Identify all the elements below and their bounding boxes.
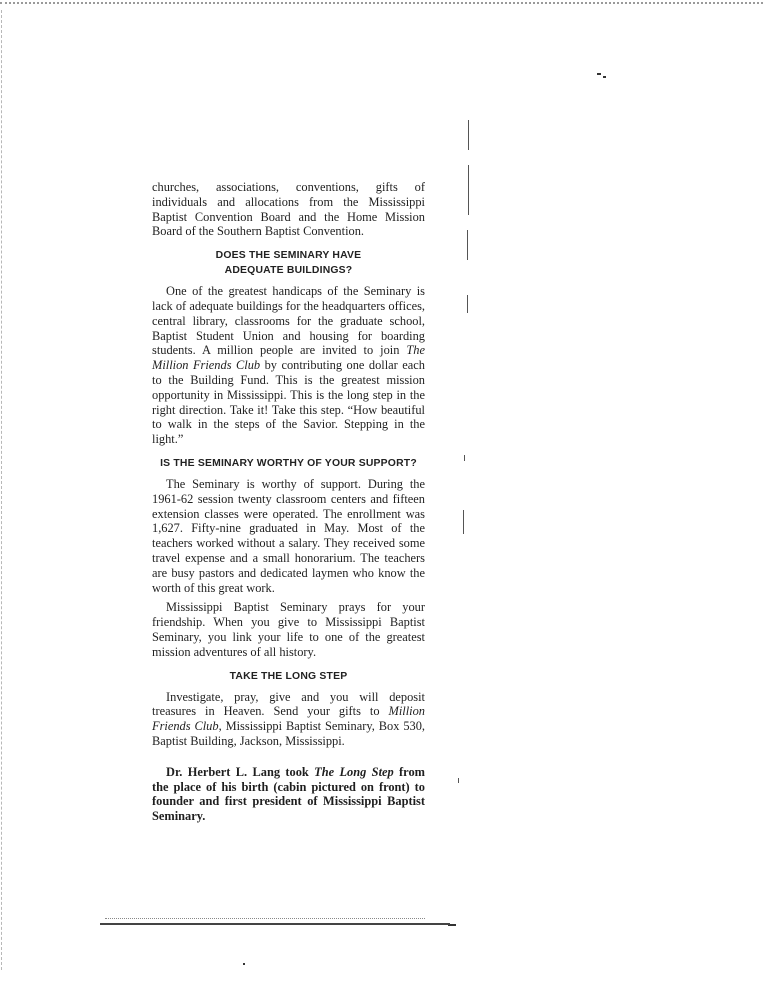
club-name-italic: Million Friends Club (152, 704, 425, 734)
support-paragraph: The Seminary is worthy of support. During the 1961-62 session twenty classroom centers and fifteen extension classes were operated. The enrollment was 1,627. Fifty-nine graduated in May. Most of the teachers worked without a salary. They received some travel expense and a small honorarium. The teachers are busy pastors and dedicated laymen who know the worth of this great work. (152, 476, 425, 595)
bottom-rule-thin (105, 918, 425, 919)
club-name-italic: The Million Friends Club (152, 343, 425, 373)
text-run: from the place of his birth (cabin pictured on front) to founder and first president of Mississippi Baptist Seminary. (152, 764, 425, 824)
bottom-rule (100, 923, 450, 925)
scan-mark (467, 295, 468, 313)
heading-line: DOES THE SEMINARY HAVE (215, 250, 362, 262)
friendship-paragraph: Mississippi Baptist Seminary prays for your friendship. When you give to Mississippi Baptist Seminary, you link your life to one of the greatest mission adventures of all history. (152, 600, 425, 659)
scan-mark (468, 165, 469, 215)
text-run: by contributing one dollar each to the Building Fund. This is the greatest mission opportunity in Mississippi. This is the long step in the right direction. Take it! Take this step. “How beautiful to walk in the steps of the Savior. Stepping in the light.” (152, 358, 425, 447)
text-run: Investigate, pray, give and you will deposit treasures in Heaven. Send your gifts to (152, 689, 425, 719)
section-heading-support: IS THE SEMINARY WORTHY OF YOUR SUPPORT? (160, 457, 417, 469)
scan-mark (464, 455, 465, 461)
scan-speck (243, 963, 245, 965)
closing-paragraph (152, 765, 425, 824)
scan-mark (463, 510, 464, 534)
text-run: One of the greatest handicaps of the Seminary is lack of adequate buildings for the headquarters offices, central library, classrooms for the graduate school, Baptist Student Union and housing for boarding students. A million people are invited to join (152, 284, 425, 358)
heading-line: ADEQUATE BUILDINGS? (224, 265, 353, 277)
scan-mark (468, 120, 469, 150)
scan-mark (467, 230, 468, 260)
scan-speck (597, 73, 601, 75)
section-heading-buildings (152, 248, 425, 278)
long-step-paragraph (152, 690, 425, 749)
buildings-paragraph (152, 284, 425, 447)
scan-speck (603, 76, 606, 78)
scan-top-edge (0, 2, 763, 4)
text-run: , Mississippi Baptist Seminary, Box 530, Baptist Building, Jackson, Mississippi. (152, 719, 425, 748)
intro-paragraph: churches, associations, conventions, gifts of individuals and allocations from the Mississippi Baptist Convention Board and the Home Mission Board of the Southern Baptist Convention. (152, 180, 425, 239)
long-step-italic: The Long Step (314, 764, 394, 779)
text-run: Dr. Herbert L. Lang took (166, 764, 315, 779)
scan-left-edge (1, 10, 2, 970)
section-heading-long-step: TAKE THE LONG STEP (229, 670, 348, 682)
scan-mark (458, 778, 459, 783)
text-column (152, 180, 425, 824)
